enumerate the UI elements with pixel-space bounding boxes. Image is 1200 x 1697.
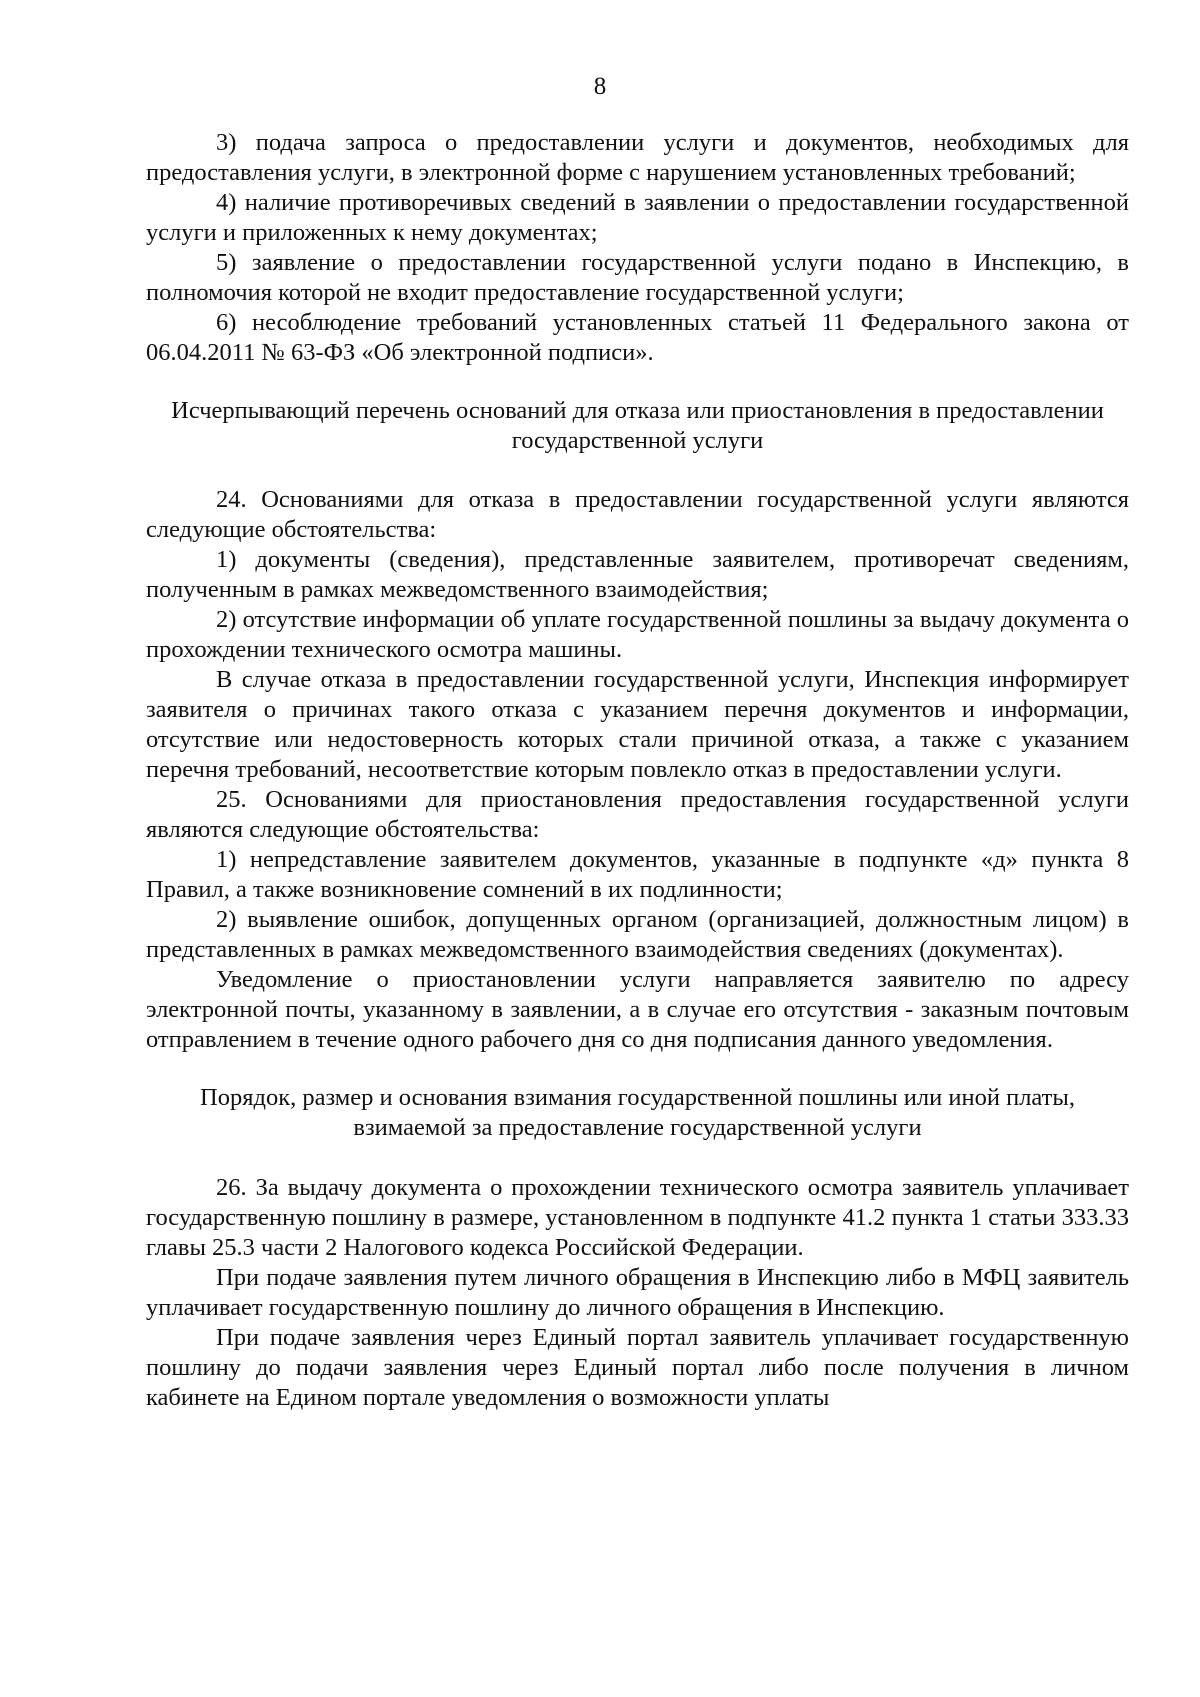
clause-25-suspension-notice: Уведомление о приостановлении услуги направляется заявителю по адресу электронной почты, указанному в заявлении, а в случае его отсутствия - заказным почтовым отправлением в течение одного рабочего дня со дня подписания данного уведомления. [146,966,1129,1053]
clause-24: 24. Основаниями для отказа в предоставлении государственной услуги являются следующие обстоятельства: [146,486,1129,543]
clause-25: 25. Основаниями для приостановления предоставления государственной услуги являются следующие обстоятельства: [146,786,1129,843]
clause-24-refusal-notice: В случае отказа в предоставлении государственной услуги, Инспекция информирует заявителя о причинах такого отказа с указанием перечня документов и информации, отсутствие или недостоверность которых стали причиной отказа, а также с указанием перечня требований, несоответствие которым повлекло отказ в предоставлении услуги. [146,666,1129,783]
list-item-5: 5) заявление о предоставлении государственной услуги подано в Инспекцию, в полномочия которой не входит предоставление государственной услуги; [146,249,1129,306]
clause-26: 26. За выдачу документа о прохождении технического осмотра заявитель уплачивает государственную пошлину в размере, установленном в подпункте 41.2 пункта 1 статьи 333.33 главы 25.3 части 2 Налогового кодекса Российской Федерации. [146,1174,1129,1261]
clause-26-portal-payment: При подаче заявления через Единый портал заявитель уплачивает государственную пошлину до подачи заявления через Единый портал либо после получения в личном кабинете на Едином портале уведомления о возможности уплаты [146,1324,1129,1411]
section-heading-refusal-grounds: Исчерпывающий перечень оснований для отказа или приостановления в предоставлении государственной услуги [171,397,1104,454]
clause-26-in-person-payment: При подаче заявления путем личного обращения в Инспекцию либо в МФЦ заявитель уплачивает государственную пошлину до личного обращения в Инспекцию. [146,1264,1129,1321]
list-item-4: 4) наличие противоречивых сведений в заявлении о предоставлении государственной услуги и приложенных к нему документах; [146,189,1129,246]
clause-25-item-2: 2) выявление ошибок, допущенных органом (организацией, должностным лицом) в представленных в рамках межведомственного взаимодействия сведениях (документах). [146,906,1129,963]
section-heading-state-fee: Порядок, размер и основания взимания государственной пошлины или иной платы, взимаемой за предоставление государственной услуги [200,1084,1075,1141]
list-item-3: 3) подача запроса о предоставлении услуги и документов, необходимых для предоставления услуги, в электронной форме с нарушением установленных требований; [146,129,1129,186]
page-number: 8 [593,73,607,100]
document-body [146,128,1129,1413]
clause-25-item-1: 1) непредставление заявителем документов, указанные в подпункте «д» пункта 8 Правил, а также возникновение сомнений в их подлинности; [146,846,1129,903]
clause-24-item-2: 2) отсутствие информации об уплате государственной пошлины за выдачу документа о прохождении технического осмотра машины. [146,606,1129,663]
list-item-6: 6) несоблюдение требований установленных статьей 11 Федерального закона от 06.04.2011 № 63-ФЗ «Об электронной подписи». [146,309,1129,366]
clause-24-item-1: 1) документы (сведения), представленные заявителем, противоречат сведениям, полученным в рамках межведомственного взаимодействия; [146,546,1129,603]
